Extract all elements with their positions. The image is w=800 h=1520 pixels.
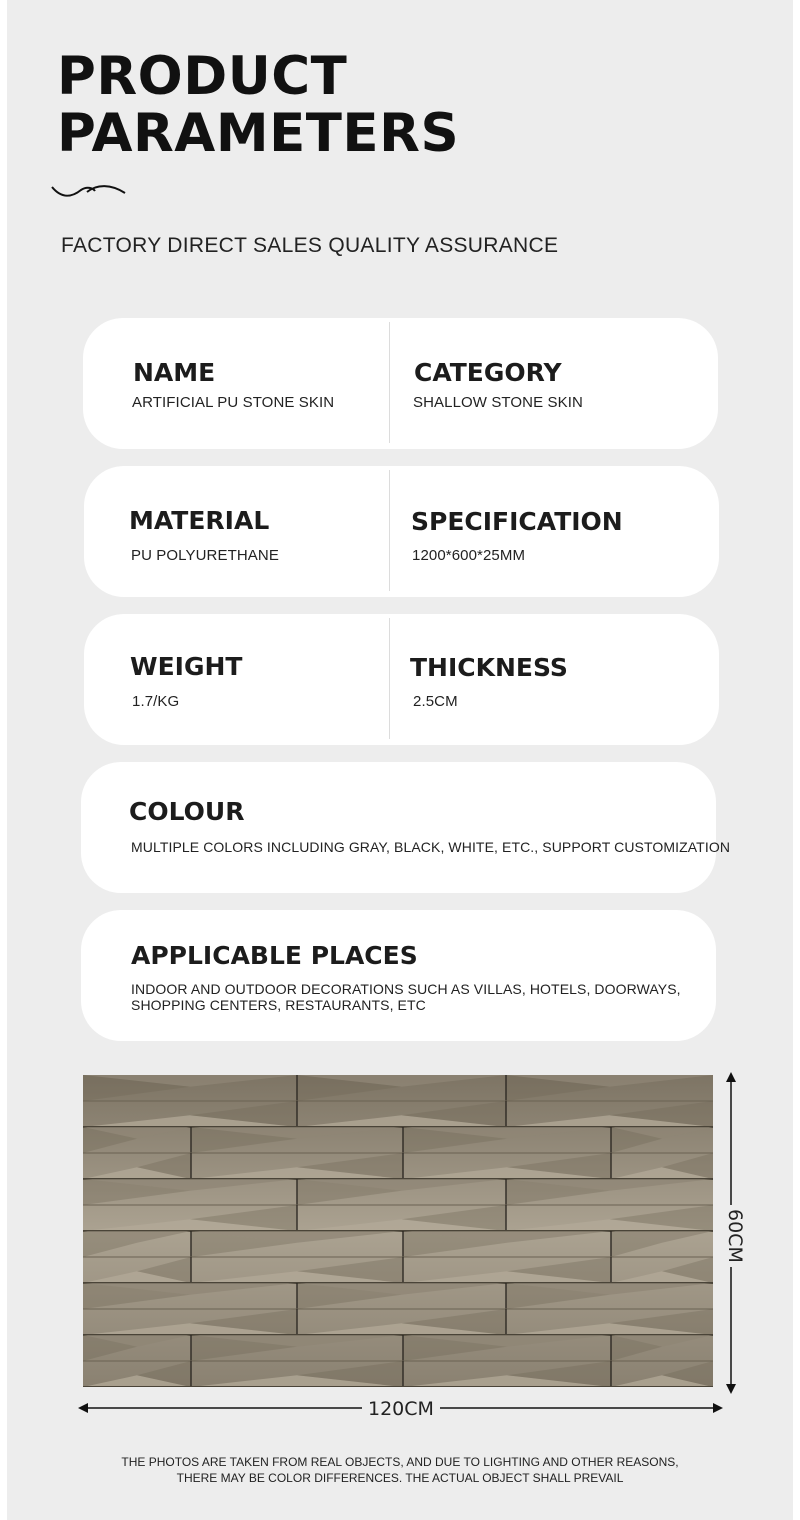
note-line-1: THE PHOTOS ARE TAKEN FROM REAL OBJECTS, AND DUE TO LIGHTING AND OTHER REASONS, [121, 1455, 679, 1469]
page-title [57, 48, 459, 162]
param-card-colour [81, 762, 731, 893]
param-card-weight-thickness [84, 614, 719, 745]
name-value: ARTIFICIAL PU STONE SKIN [132, 394, 335, 411]
material-label: MATERIAL [129, 506, 270, 535]
places-label: APPLICABLE PLACES [131, 941, 418, 970]
height-dimension-label: 60CM [722, 1205, 748, 1267]
stone-panel-image [83, 1075, 713, 1387]
thickness-label: THICKNESS [410, 653, 568, 682]
title-line-2: PARAMETERS [57, 103, 460, 164]
disclaimer-note [7, 1454, 793, 1486]
param-card-material-specification [84, 466, 719, 597]
material-value: PU POLYURETHANE [131, 547, 279, 564]
category-value: SHALLOW STONE SKIN [413, 394, 583, 411]
specification-label: SPECIFICATION [411, 507, 623, 536]
specification-value: 1200*600*25MM [412, 547, 526, 564]
title-line-1: PRODUCT [57, 46, 348, 107]
weight-label: WEIGHT [130, 652, 243, 681]
subtitle: FACTORY DIRECT SALES QUALITY ASSURANCE [61, 234, 559, 257]
card-divider [389, 618, 390, 739]
card-divider [389, 470, 390, 591]
card-divider [389, 322, 390, 443]
param-card-name-category [83, 318, 718, 449]
colour-label: COLOUR [129, 797, 245, 826]
param-card-applicable-places [81, 910, 716, 1041]
width-dimension-label: 120CM [362, 1398, 440, 1420]
page [7, 0, 793, 1520]
weight-value: 1.7/KG [132, 693, 180, 710]
thickness-value: 2.5CM [413, 693, 458, 710]
squiggle-ornament-icon [51, 182, 127, 200]
name-label: NAME [133, 358, 216, 387]
note-line-2: THERE MAY BE COLOR DIFFERENCES. THE ACTUAL OBJECT SHALL PREVAIL [176, 1471, 624, 1485]
places-value: INDOOR AND OUTDOOR DECORATIONS SUCH AS VILLAS, HOTELS, DOORWAYS, SHOPPING CENTERS, RESTAURANTS, ETC [131, 981, 681, 1013]
category-label: CATEGORY [414, 358, 562, 387]
colour-value: MULTIPLE COLORS INCLUDING GRAY, BLACK, WHITE, ETC., SUPPORT CUSTOMIZATION [131, 839, 731, 855]
